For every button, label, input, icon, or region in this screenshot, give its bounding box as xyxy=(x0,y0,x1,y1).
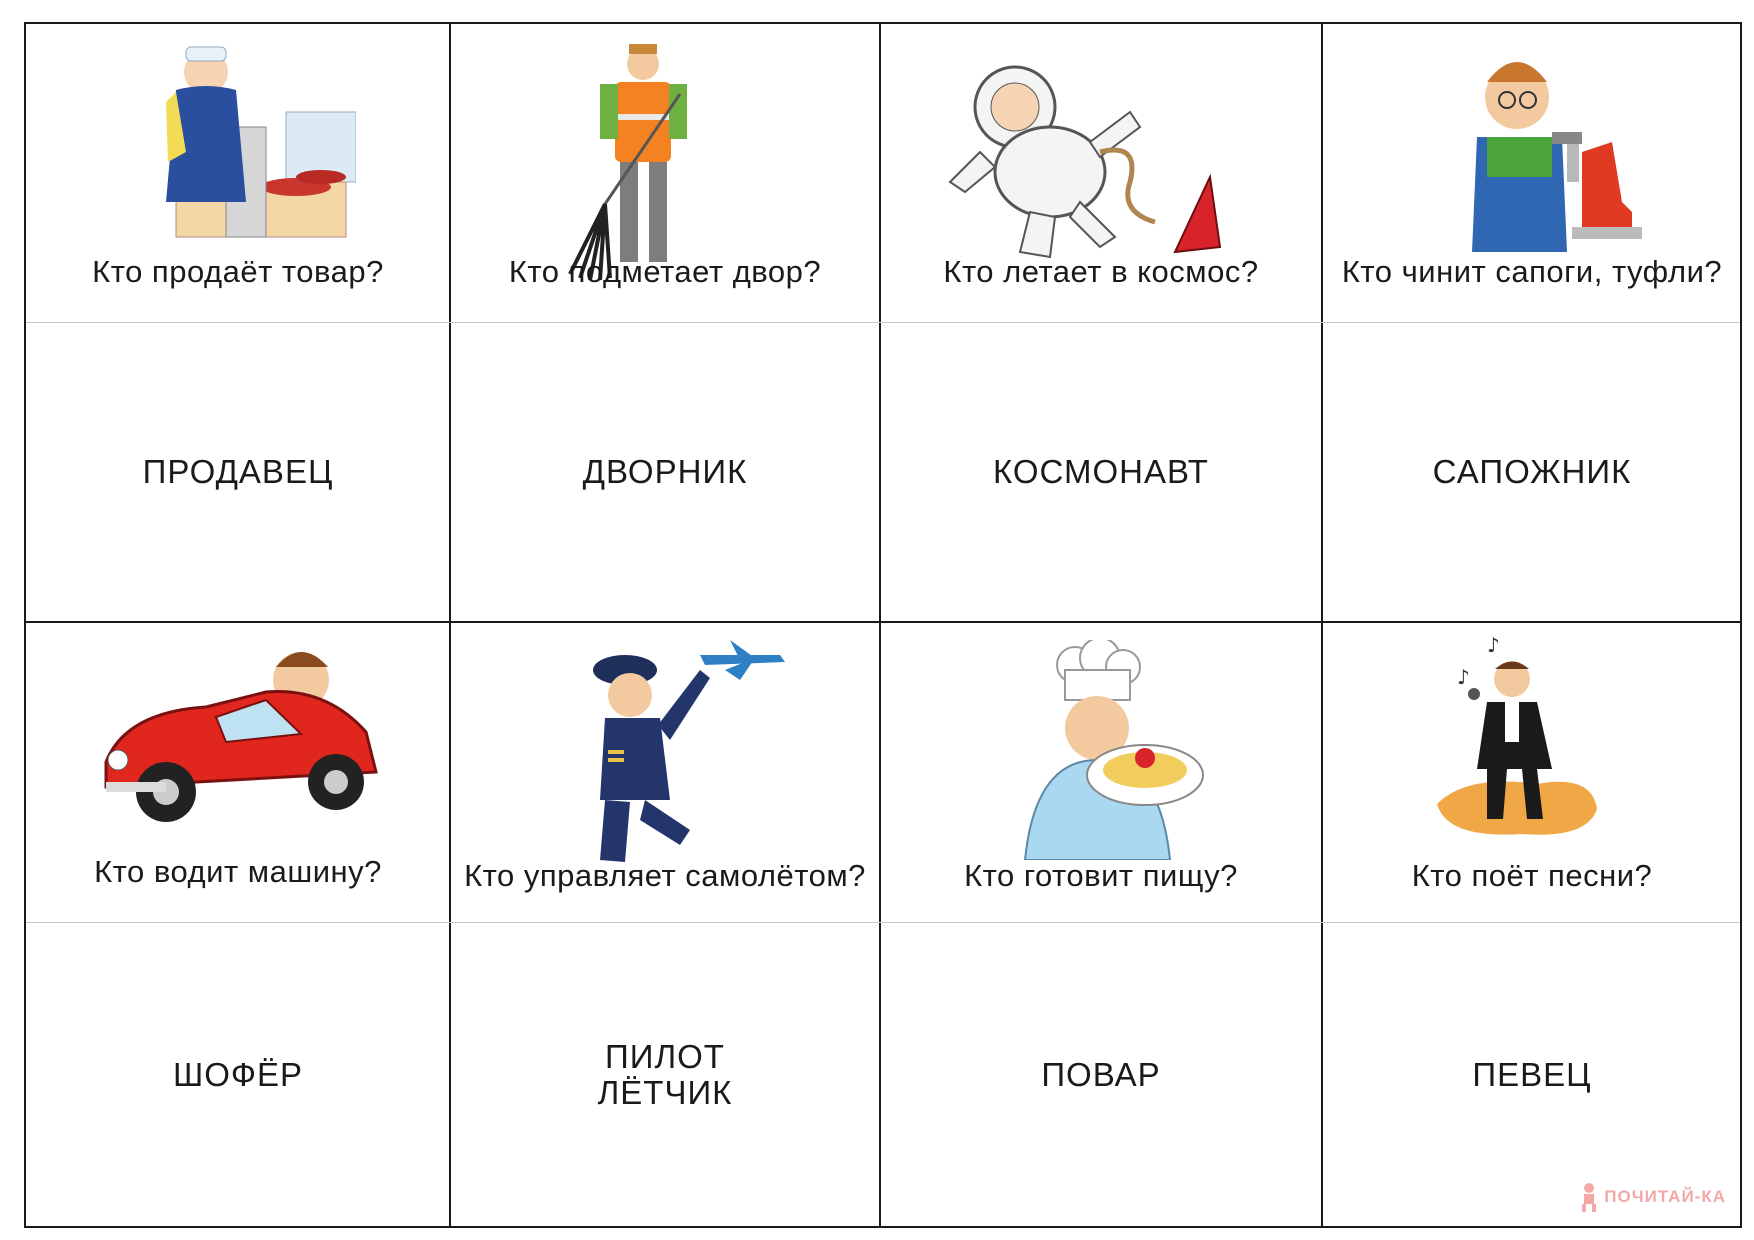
watermark-text: ПОЧИТАЙ-КА xyxy=(1604,1187,1726,1206)
astronaut-icon xyxy=(940,52,1240,267)
answer-line-1: ПИЛОТ xyxy=(605,1038,725,1075)
shoemaker-icon xyxy=(1462,42,1642,257)
answer-text xyxy=(450,922,880,1228)
answer-text: ПРОДАВЕЦ xyxy=(142,453,334,490)
card-sheet xyxy=(24,22,1742,1228)
grid-divider xyxy=(1321,24,1323,1226)
card-question-chef[interactable] xyxy=(880,622,1322,922)
grid-divider xyxy=(26,621,1740,623)
question-text: Кто готовит пищу? xyxy=(964,858,1238,893)
question-text: Кто летает в космос? xyxy=(943,254,1259,289)
card-question-sweeper[interactable] xyxy=(450,24,880,322)
shop-seller-icon xyxy=(136,32,356,257)
street-sweeper-icon xyxy=(565,34,725,284)
grid-divider xyxy=(26,322,1740,323)
answer-text: ПЕВЕЦ xyxy=(1472,1056,1592,1093)
chef-icon xyxy=(1005,640,1205,860)
question-text: Кто поёт песни? xyxy=(1411,858,1653,893)
watermark xyxy=(1578,1182,1726,1212)
question-text: Кто чинит сапоги, туфли? xyxy=(1341,254,1723,289)
card-answer-chef[interactable] xyxy=(880,922,1322,1228)
card-question-singer[interactable] xyxy=(1322,622,1742,922)
answer-text: ДВОРНИК xyxy=(582,453,748,490)
driver-car-icon xyxy=(86,642,396,842)
card-question-shoemaker[interactable] xyxy=(1322,24,1742,322)
card-answer-shoemaker[interactable] xyxy=(1322,322,1742,622)
answer-text: САПОЖНИК xyxy=(1432,453,1632,490)
card-question-seller[interactable] xyxy=(26,24,450,322)
pilot-icon xyxy=(580,630,800,870)
question-text: Кто подметает двор? xyxy=(508,254,822,289)
watermark-figure-icon xyxy=(1578,1182,1600,1212)
question-text: Кто водит машину? xyxy=(94,854,382,889)
card-question-driver[interactable] xyxy=(26,622,450,922)
answer-text: ШОФЁР xyxy=(172,1056,304,1093)
svg-text:♪: ♪ xyxy=(1457,665,1470,689)
grid-divider xyxy=(879,24,881,1226)
card-answer-astronaut[interactable] xyxy=(880,322,1322,622)
singer-icon xyxy=(1427,634,1627,844)
card-answer-pilot[interactable] xyxy=(450,922,880,1228)
grid-divider xyxy=(26,922,1740,923)
card-answer-driver[interactable] xyxy=(26,922,450,1228)
card-question-astronaut[interactable] xyxy=(880,24,1322,322)
card-question-pilot[interactable] xyxy=(450,622,880,922)
question-text: Кто управляет самолётом? xyxy=(464,858,866,893)
card-answer-seller[interactable] xyxy=(26,322,450,622)
card-answer-sweeper[interactable] xyxy=(450,322,880,622)
svg-text:♪: ♪ xyxy=(1487,634,1500,657)
answer-text: КОСМОНАВТ xyxy=(993,453,1209,490)
answer-text: ПОВАР xyxy=(1041,1056,1161,1093)
question-text: Кто продаёт товар? xyxy=(92,254,384,289)
grid-divider xyxy=(449,24,451,1226)
answer-line-2: ЛЁТЧИК xyxy=(597,1074,733,1111)
